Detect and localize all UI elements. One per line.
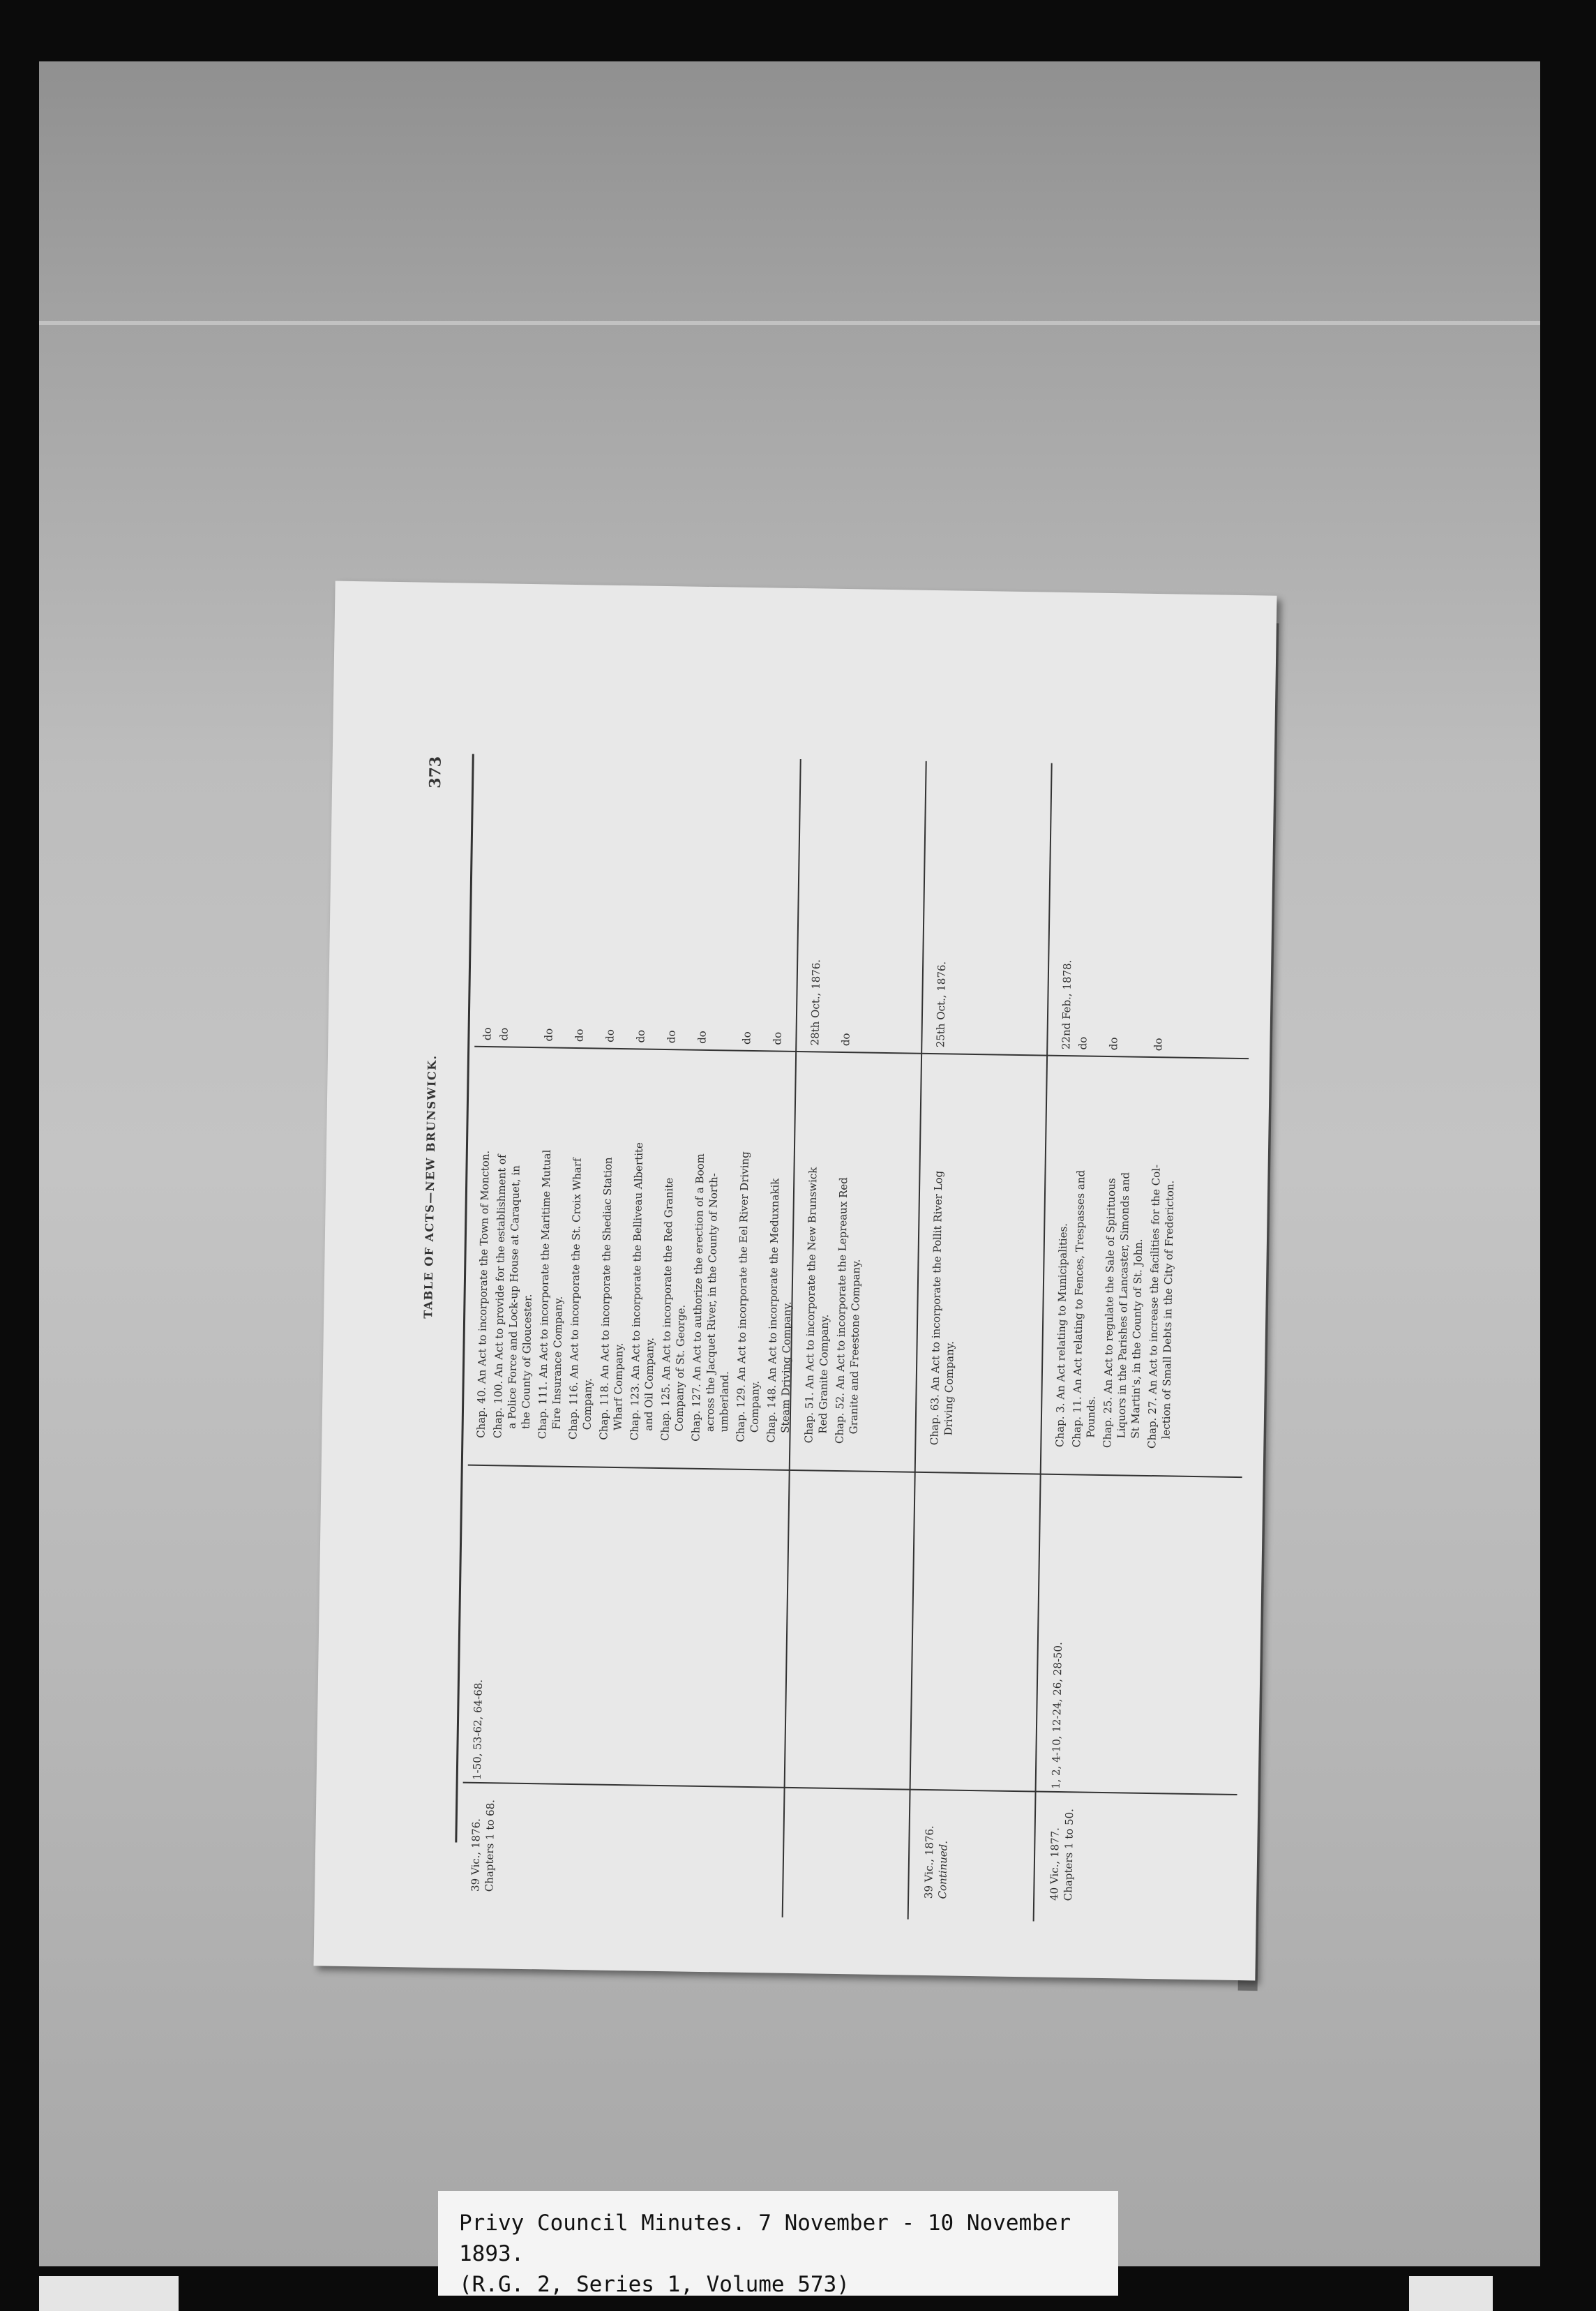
session-cell <box>796 1792 797 1897</box>
act-line: Company of St. George. <box>672 1304 688 1432</box>
session-line: Continued. <box>936 1840 950 1899</box>
act-line: Chap. 25. An Act to regulate the Sale of Spirituous <box>1101 1178 1118 1449</box>
date-cell: do <box>1107 1037 1120 1051</box>
date-cell: do <box>542 1028 555 1042</box>
act-line: the County of Gloucester. <box>519 1294 534 1430</box>
date-cell: do <box>771 1031 784 1045</box>
date-cell: do <box>603 1029 617 1042</box>
film-tab-right <box>1409 2276 1493 2311</box>
act-line: Chap. 116. An Act to incorporate the St. Croix Wharf <box>566 1158 584 1440</box>
act-line: Chap. 11. An Act relating to Fences, Trespasses and <box>1070 1169 1087 1448</box>
session-line: 40 Vic., 1877. <box>1048 1827 1062 1901</box>
date-cell: do <box>1152 1038 1165 1052</box>
act-line: across the Jacquet River, in the County of North- <box>703 1173 721 1433</box>
act-line: Chap. 125. An Act to incorporate the Red Granite <box>658 1177 676 1442</box>
act-line: Chap. 129. An Act to incorporate the Eel River Driving <box>734 1151 751 1442</box>
act-line: Steam Driving Company. <box>778 1301 794 1433</box>
session-cell <box>1047 1796 1076 1901</box>
act-line: Chap. 52. An Act to incorporate the Lepreaux Red <box>833 1177 850 1444</box>
date-cell: do <box>740 1031 753 1045</box>
act-entry <box>596 1049 631 1441</box>
act-line: Liquors in the Parishes of Lancaster, Simonds and <box>1115 1172 1132 1439</box>
act-entry <box>764 1052 798 1443</box>
date-cell: do <box>634 1029 647 1043</box>
act-entry <box>733 1052 767 1443</box>
act-line: umberland. <box>717 1370 731 1433</box>
rotated-table <box>313 581 1277 1981</box>
date-cell: do <box>573 1029 586 1042</box>
film-band <box>39 321 1540 325</box>
act-line: Fire Insurance Company. <box>550 1296 565 1430</box>
chapters-cell: 1-50, 53-62, 64-68. <box>470 1679 485 1781</box>
document-page <box>313 581 1277 1981</box>
date-cell: do <box>665 1030 678 1044</box>
chapters-cell <box>924 1473 928 1787</box>
act-line: Chap. 123. An Act to incorporate the Belliveau Albertite <box>628 1142 646 1441</box>
session-cell <box>468 1787 497 1892</box>
act-line: Chap. 148. An Act to incorporate the Meduxnakik <box>765 1178 782 1443</box>
session-line: Chapters 1 to 68. <box>483 1799 497 1892</box>
act-line: Chap. 100. An Act to provide for the establishment of <box>491 1154 509 1439</box>
act-line: Company. <box>748 1380 762 1433</box>
column-rule <box>463 1782 1237 1795</box>
act-line: Chap. 3. An Act relating to Municipalities. <box>1053 1222 1070 1448</box>
act-entry <box>1069 1056 1104 1448</box>
date-cell: do <box>695 1031 709 1044</box>
session-line: 39 Vic., 1876. <box>469 1818 483 1892</box>
chapters-cell <box>798 1471 803 1785</box>
act-entry <box>832 1053 866 1444</box>
act-entry <box>1145 1058 1179 1449</box>
caption-line-1: Privy Council Minutes. 7 November - 10 November 1893. <box>459 2211 1071 2266</box>
act-line: Red Granite Company. <box>816 1314 831 1434</box>
act-line: Driving Company. <box>942 1340 956 1436</box>
act-line: St Martin's, in the County of St. John. <box>1129 1239 1145 1439</box>
act-line: Chap. 118. An Act to incorporate the Shediac Station <box>597 1157 615 1440</box>
date-cell: do <box>481 1027 494 1041</box>
act-entry <box>566 1049 600 1440</box>
date-cell: 28th Oct., 1876. <box>808 959 823 1046</box>
act-line: Chap. 51. An Act to incorporate the New Brunswick <box>802 1167 820 1444</box>
date-cell: do <box>497 1027 511 1041</box>
act-line: Pounds. <box>1084 1396 1098 1438</box>
session-line <box>796 1792 797 1897</box>
act-line: Chap. 40. An Act to incorporate the Town of Moncton. <box>474 1150 492 1439</box>
date-cell: 22nd Feb., 1878. <box>1060 959 1074 1050</box>
archive-caption <box>438 2191 1118 2296</box>
running-head: TABLE OF ACTS—NEW BRUNSWICK. <box>421 1054 439 1319</box>
act-line: Granite and Freestone Company. <box>847 1259 863 1435</box>
act-line: Wharf Company. <box>611 1343 626 1431</box>
session-line: 39 Vic., 1876. <box>922 1825 936 1899</box>
act-line: a Police Force and Lock-up House at Caraquet, in <box>505 1165 522 1429</box>
act-entry <box>927 1054 961 1446</box>
date-cell: do <box>839 1033 852 1047</box>
date-cell: do <box>1076 1036 1090 1050</box>
session-line <box>796 1792 797 1897</box>
act-entry <box>490 1047 539 1439</box>
column-rule <box>468 1465 1242 1478</box>
act-line: Chap. 111. An Act to incorporate the Maritime Mutual <box>536 1149 553 1439</box>
session-cell <box>921 1794 951 1899</box>
act-entry <box>627 1049 661 1441</box>
row-separator <box>908 761 927 1920</box>
act-line: Company. <box>580 1378 594 1430</box>
act-entry <box>658 1050 692 1442</box>
act-entry <box>535 1048 569 1439</box>
act-line: Chap. 63. An Act to incorporate the Pollit River Log <box>928 1170 945 1446</box>
chapters-cell: 1, 2, 4-10, 12-24, 26, 28-50. <box>1049 1642 1064 1790</box>
film-tab-left <box>39 2276 179 2311</box>
act-line: lection of Small Debts in the City of Fredericton. <box>1159 1180 1177 1439</box>
date-cell: 25th Oct., 1876. <box>934 961 949 1048</box>
act-line: Chap. 127. An Act to authorize the erection of a Boom <box>689 1153 707 1442</box>
act-entry <box>1100 1057 1148 1449</box>
session-line: Chapters 1 to 50. <box>1062 1808 1076 1901</box>
page-number: 373 <box>426 756 445 789</box>
act-line: and Oil Company. <box>642 1337 656 1431</box>
act-entry <box>688 1051 737 1442</box>
caption-line-2: (R.G. 2, Series 1, Volume 573) <box>459 2272 850 2297</box>
act-entry <box>801 1052 836 1444</box>
act-line: Chap. 27. An Act to increase the facilities for the Col- <box>1145 1164 1163 1449</box>
